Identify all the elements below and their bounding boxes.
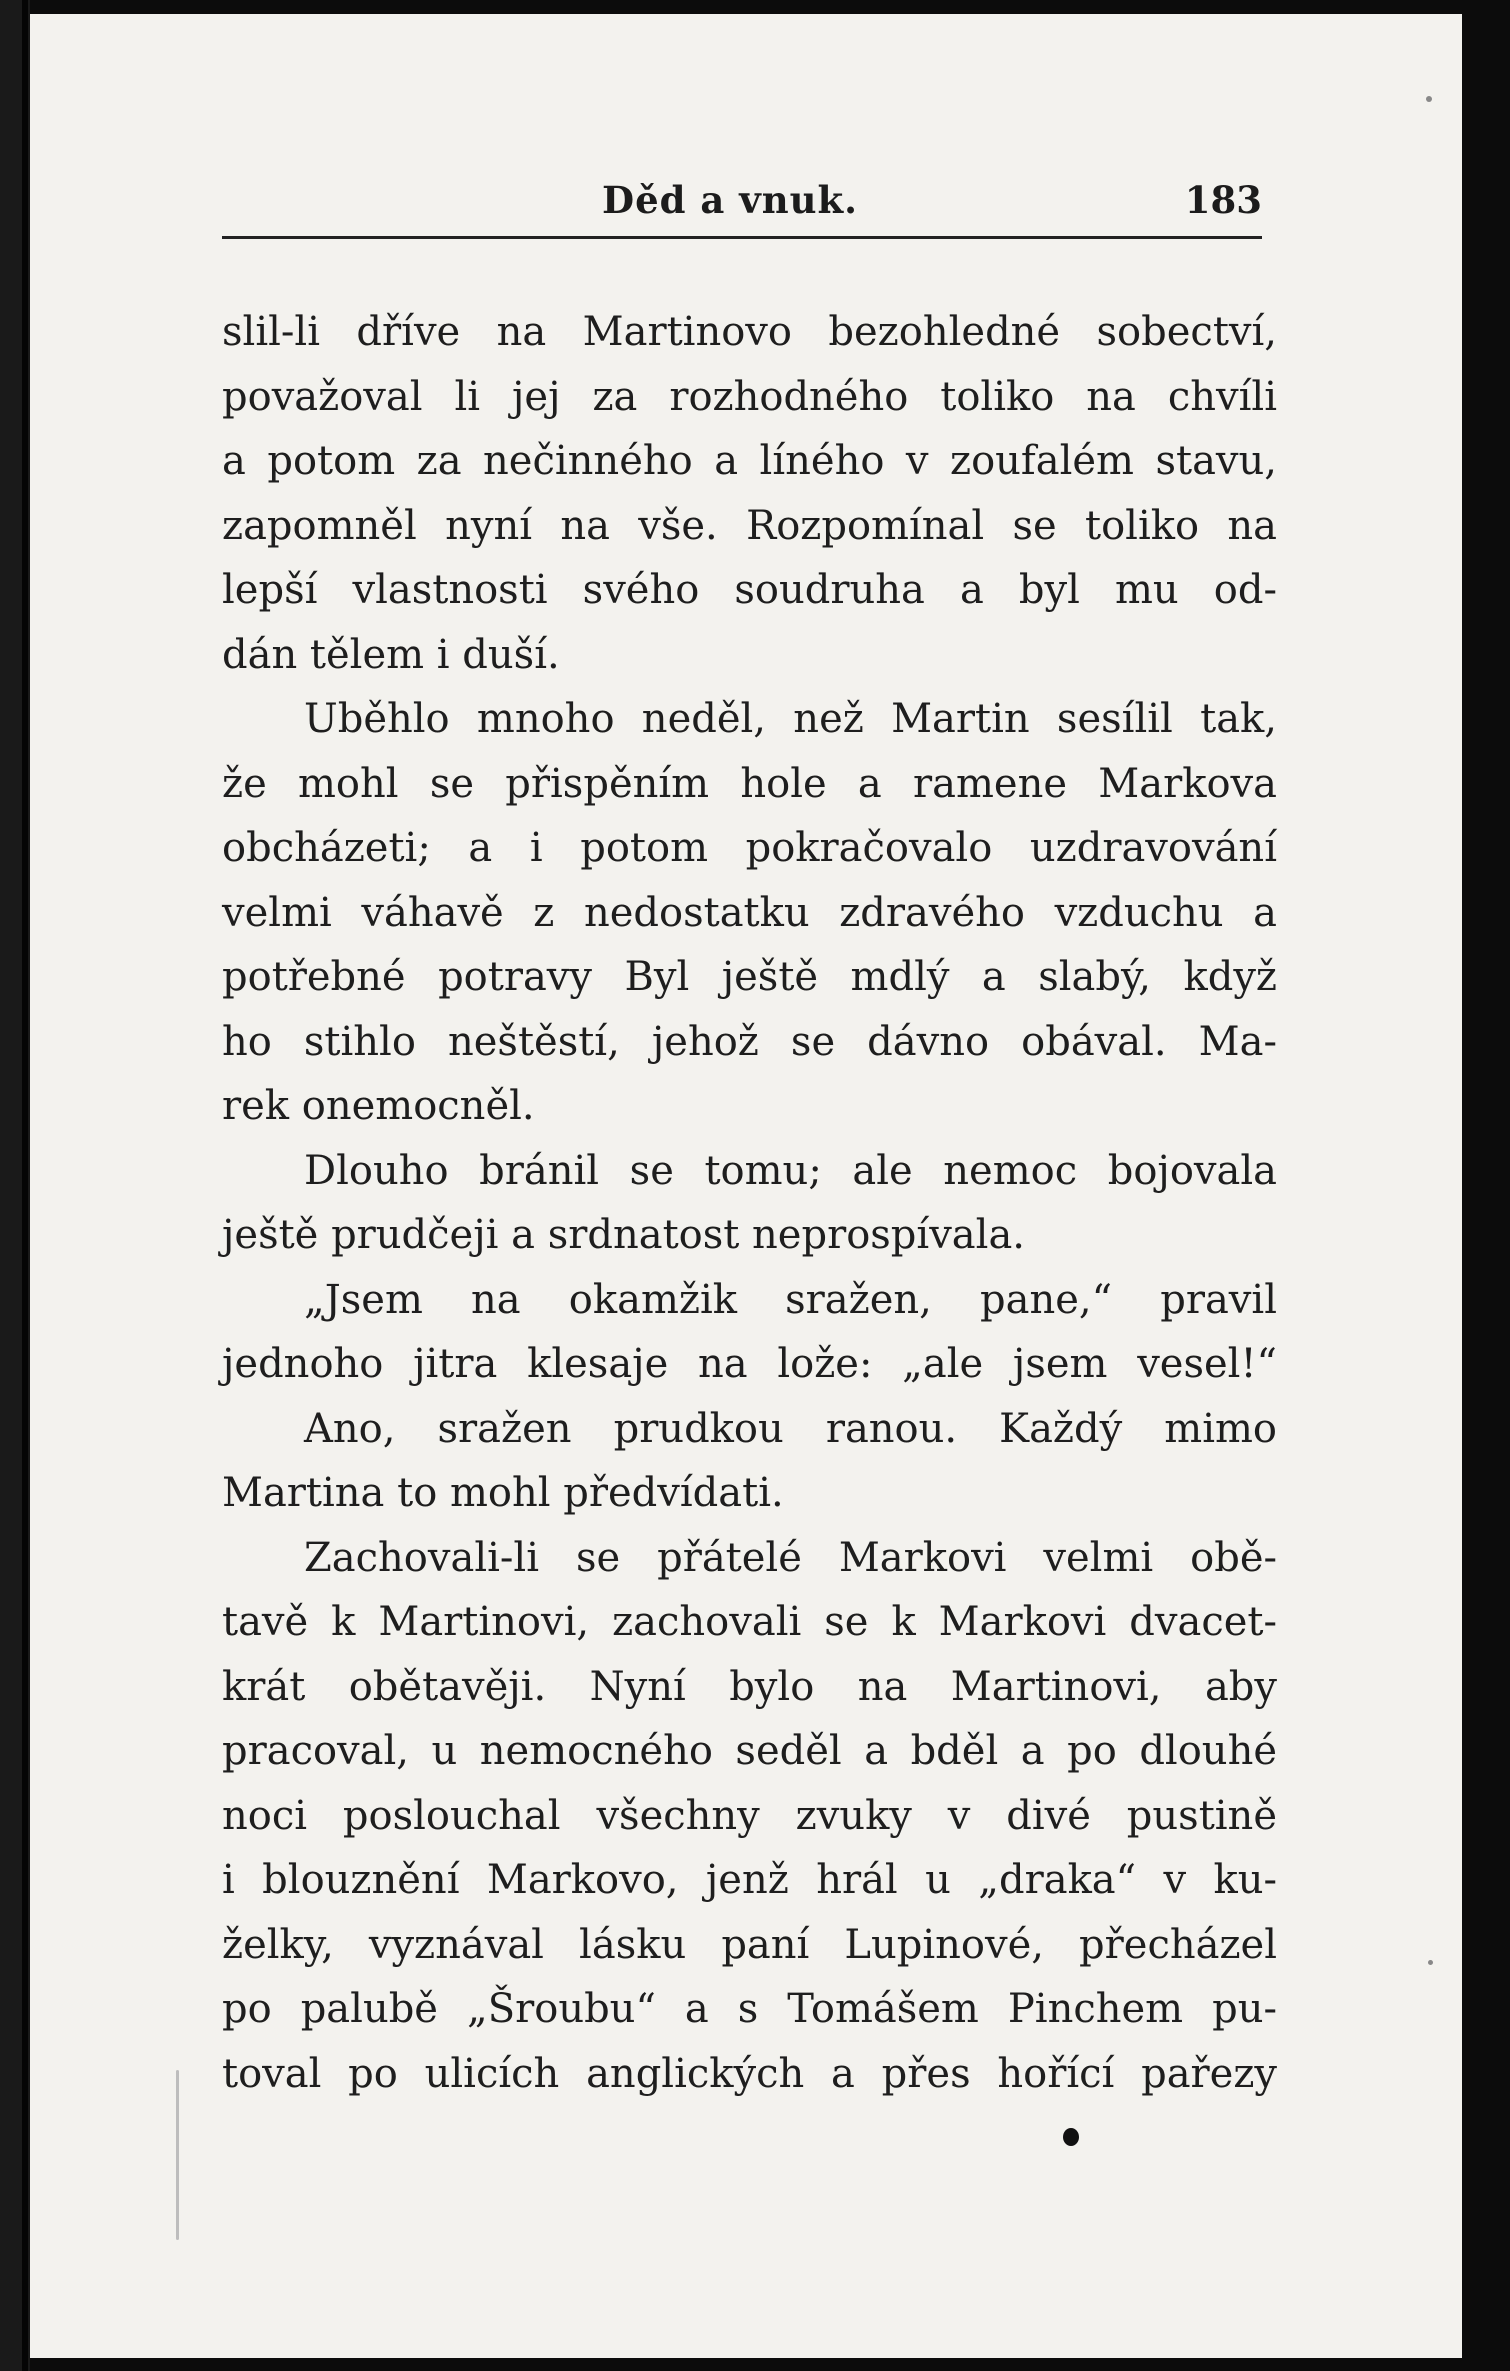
text-line: Dlouho bránil se tomu; ale nemoc bojovala xyxy=(304,1147,1277,1194)
text-line: dán tělem i duší. xyxy=(222,631,560,678)
text-line: krát obětavěji. Nyní bylo na Martinovi, aby xyxy=(222,1663,1277,1710)
text-line: želky, vyznával lásku paní Lupinové, přecházel xyxy=(222,1921,1277,1968)
body-text xyxy=(222,300,1277,2106)
page-header xyxy=(222,172,1262,232)
text-line: slil-li dříve na Martinovo bezohledné sobectví, xyxy=(222,309,1277,355)
running-title: Děd a vnuk. xyxy=(602,178,859,222)
text-line: tavě k Martinovi, zachovali se k Markovi dvacet- xyxy=(222,1599,1277,1645)
dust-speck xyxy=(1428,1960,1433,1965)
text-line: ho stihlo neštěstí, jehož se dávno obával. Ma- xyxy=(222,1018,1277,1065)
dust-speck xyxy=(1426,96,1432,102)
text-line: obcházeti; a i potom pokračovalo uzdravování xyxy=(222,825,1277,871)
text-line: Martina to mohl předvídati. xyxy=(222,1470,784,1516)
text-line: i blouznění Markovo, jenž hrál u „draka“ v ku- xyxy=(222,1857,1277,1903)
text-line: potřebné potravy Byl ještě mdlý a slabý, když xyxy=(222,954,1277,1000)
text-line: „Jsem na okamžik sražen, pane,“ pravil xyxy=(304,1276,1277,1323)
text-line: Zachovali-li se přátelé Markovi velmi obě- xyxy=(304,1534,1277,1581)
text-line: lepší vlastnosti svého soudruha a byl mu od- xyxy=(222,567,1277,613)
text-line: toval po ulicích anglických a přes hořící pařezy xyxy=(222,2050,1277,2097)
text-line: ještě prudčeji a srdnatost neprospívala. xyxy=(222,1212,1026,1258)
text-line: že mohl se přispěním hole a ramene Markova xyxy=(222,760,1277,807)
text-line: a potom za nečinného a líného v zoufalém stavu, xyxy=(222,438,1277,484)
header-rule xyxy=(222,236,1262,239)
text-line: považoval li jej za rozhodného toliko na chvíli xyxy=(222,373,1277,420)
binding-edge xyxy=(22,0,28,2371)
text-line: jednoho jitra klesaje na lože: „ale jsem vesel!“ xyxy=(222,1341,1277,1387)
text-line: zapomněl nyní na vše. Rozpomínal se toliko na xyxy=(222,502,1277,549)
text-line: noci poslouchal všechny zvuky v divé pustině xyxy=(222,1792,1277,1839)
text-line: Ano, sražen prudkou ranou. Každý mimo xyxy=(304,1405,1277,1452)
text-line: po palubě „Šroubu“ a s Tomášem Pinchem pu- xyxy=(222,1986,1277,2032)
text-line: Uběhlo mnoho neděl, než Martin sesílil tak, xyxy=(304,696,1277,742)
page-number: 183 xyxy=(1184,178,1262,222)
text-line: velmi váhavě z nedostatku zdravého vzduchu a xyxy=(222,889,1277,936)
ink-dot-mark xyxy=(1063,2128,1079,2146)
text-line: pracoval, u nemocného seděl a bděl a po dlouhé xyxy=(222,1728,1277,1774)
text-line: rek onemocněl. xyxy=(222,1083,535,1129)
scratch-mark xyxy=(176,2070,179,2240)
